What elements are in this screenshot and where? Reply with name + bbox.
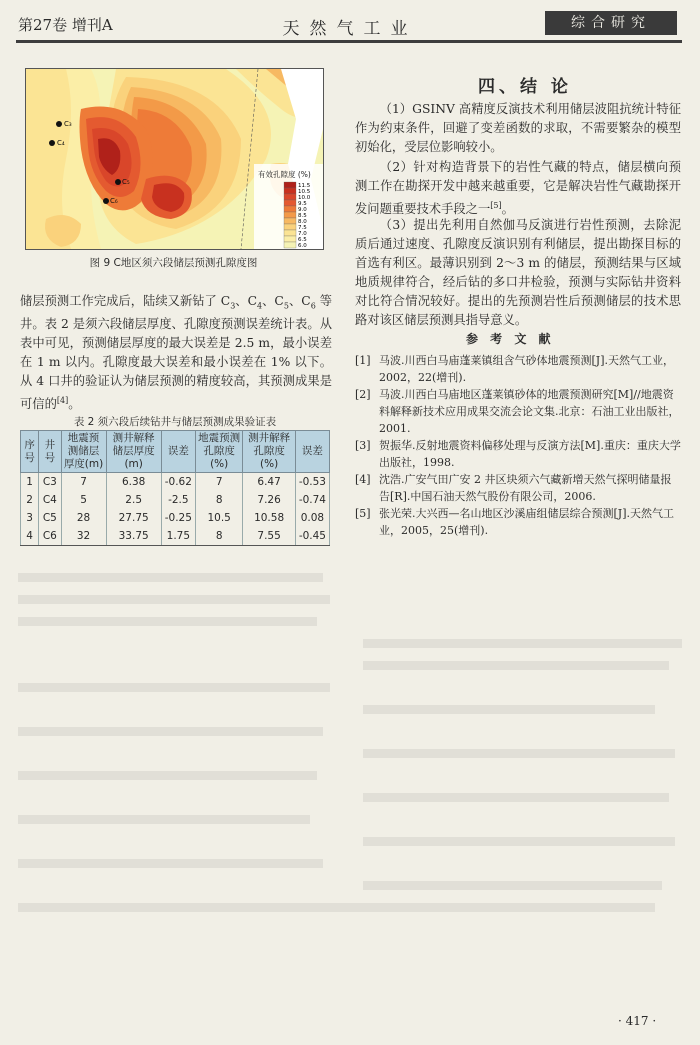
table-cell: 33.75 <box>106 527 161 546</box>
legend-swatch <box>284 188 296 194</box>
journal-title: 天然气工业 <box>282 19 418 39</box>
legend-value: 11.5 <box>298 183 311 189</box>
table-cell: 6.38 <box>106 473 161 492</box>
legend-swatch <box>284 182 296 188</box>
reference-number: [2] <box>355 388 371 401</box>
legend-value: 8.0 <box>298 219 307 225</box>
legend-swatch <box>284 236 296 242</box>
reference-number: [1] <box>355 354 371 367</box>
legend-value: 7.0 <box>298 231 307 237</box>
svg-text:C₅: C₅ <box>122 178 130 186</box>
reference-text: 马波.川西白马庙蓬莱镇组含气砂体地震预测[J].天然气工业，2002，22(增刊). <box>379 354 674 384</box>
reference-number: [4] <box>355 473 371 486</box>
journal-volume: 第27卷 增刊A <box>18 16 113 34</box>
table-row <box>21 509 330 527</box>
table-cell: 7 <box>61 473 106 492</box>
reference-list <box>355 352 681 539</box>
well-c5 <box>115 178 130 186</box>
reference-item <box>355 437 681 471</box>
table-cell: 7.26 <box>243 491 295 509</box>
legend-swatch <box>284 194 296 200</box>
bleed-through-texture <box>18 560 682 980</box>
table-body <box>21 473 330 546</box>
references-title: 参 考 文 献 <box>466 332 555 346</box>
column-header: 地震预测孔隙度(%) <box>195 431 242 473</box>
reference-text: 张光荣.大兴西—名山地区沙溪庙组储层综合预测[J].天然气工业，2005，25(增刊). <box>379 507 674 537</box>
legend-value: 7.5 <box>298 225 307 231</box>
reference-item <box>355 352 681 386</box>
reference-text: 贺振华.反射地震资料偏移处理与反演方法[M].重庆：重庆大学出版社，1998. <box>379 439 681 469</box>
svg-text:C₄: C₄ <box>57 139 65 147</box>
column-header: 序号 <box>21 431 39 473</box>
legend-value: 10.5 <box>298 189 311 195</box>
figure-caption: 图 9 C地区须六段储层预测孔隙度图 <box>89 257 258 269</box>
legend-swatch <box>284 218 296 224</box>
table-cell: 10.5 <box>195 509 242 527</box>
legend-value: 8.5 <box>298 213 307 219</box>
table-cell: 6.47 <box>243 473 295 492</box>
legend-swatch <box>284 212 296 218</box>
conclusion-point-3: （3）提出先利用自然伽马反演进行岩性预测，去除泥质后通过速度、孔隙度反演识别有利储层，提出勘探目标的首选有利区。最薄识别到 2～3 m 的储层，预测结果与区域地质规律符合，经后钻的多口井检验，预测与实际钻井资料对比符合情况较好。提出的先预测岩性后预测储层的技术思路对该区储层预测具指导意义。 <box>355 218 681 327</box>
legend-value: 10.0 <box>298 195 311 201</box>
conclusion-title: 四、结 论 <box>478 77 572 97</box>
legend-value: 9.0 <box>298 207 307 213</box>
legend-swatch <box>284 224 296 230</box>
legend-value: 9.5 <box>298 201 307 207</box>
table-row <box>21 527 330 546</box>
column-header: 误差 <box>161 431 195 473</box>
well-c4 <box>49 139 65 147</box>
legend-swatch <box>284 242 296 248</box>
legend-title: 有效孔隙度 (%) <box>258 170 311 179</box>
table-cell: 10.58 <box>243 509 295 527</box>
table-cell: 27.75 <box>106 509 161 527</box>
column-header: 测井解释储层厚度(m) <box>106 431 161 473</box>
table-cell: -0.74 <box>295 491 329 509</box>
svg-text:C₃: C₃ <box>64 120 72 128</box>
legend-swatch <box>284 230 296 236</box>
well-c6 <box>103 197 118 205</box>
table-cell: -0.62 <box>161 473 195 492</box>
table-cell: -0.53 <box>295 473 329 492</box>
table-cell: 7.55 <box>243 527 295 546</box>
section-badge: 综合研究 <box>545 11 677 35</box>
table-cell: -2.5 <box>161 491 195 509</box>
porosity-legend <box>284 182 311 249</box>
table-cell: 28 <box>61 509 106 527</box>
legend-swatch <box>284 206 296 212</box>
table-header-row <box>21 431 330 473</box>
well-c3 <box>56 120 72 128</box>
table-row <box>21 473 330 492</box>
table-header <box>21 431 330 473</box>
column-header: 误差 <box>295 431 329 473</box>
table-cell: 32 <box>61 527 106 546</box>
table-cell: 8 <box>195 491 242 509</box>
validation-table <box>20 430 330 546</box>
reference-item <box>355 386 681 437</box>
table-cell: 3 <box>21 509 39 527</box>
page-number: · 417 · <box>618 1014 657 1028</box>
legend-value: 6.5 <box>298 237 307 243</box>
legend-value: 6.0 <box>298 243 307 249</box>
column-header: 井号 <box>39 431 61 473</box>
table-row <box>21 491 330 509</box>
conclusion-point-2: （2）针对构造背景下的岩性气藏的特点，储层横向预测工作在勘探开发中越来越重要，它是解决岩性气藏勘探开发问题重要技术手段之一[5]。 <box>355 160 681 217</box>
reference-text: 马波.川西白马庙地区蓬莱镇砂体的地震预测研究[M]//地震资料解释新技术应用成果交流会论文集.北京：石油工业出版社，2001. <box>379 388 680 435</box>
table-cell: 0.08 <box>295 509 329 527</box>
table-cell: 7 <box>195 473 242 492</box>
column-header: 测井解释孔隙度(%) <box>243 431 295 473</box>
reference-text: 沈浩.广安气田广安 2 井区块须六气藏新增天然气探明储量报告[R].中国石油天然气股份有限公司，2006. <box>379 473 672 503</box>
reference-number: [5] <box>355 507 371 520</box>
table-cell: 2 <box>21 491 39 509</box>
reference-item <box>355 505 681 539</box>
table-cell: 4 <box>21 527 39 546</box>
table-caption: 表 2 须六段后续钻井与储层预测成果验证表 <box>73 416 277 428</box>
table-cell: 5 <box>61 491 106 509</box>
legend-swatch <box>284 200 296 206</box>
validation-paragraph: 储层预测工作完成后，陆续又新钻了 $C_3$、$C_4$、$C_5$、$C_6$ 等井。表 2 是须六段储层厚度、孔隙度预测误差统计表。从表中可见，预测储层厚度的最大误差是 2.5 m，最小误差在 1 m 以内。孔隙度最大误差和最小误差在 1% 以下。从 4 口井的验证认为储层预测的精度较高，其预测成果是可信的[4]。 <box>20 294 332 412</box>
header-rule <box>16 40 682 43</box>
table-cell: C6 <box>39 527 61 546</box>
column-header: 地震预测储层厚度(m) <box>61 431 106 473</box>
svg-text:C₆: C₆ <box>110 197 118 205</box>
table-cell: 1.75 <box>161 527 195 546</box>
reference-item <box>355 471 681 505</box>
table-cell: C5 <box>39 509 61 527</box>
porosity-map-figure <box>25 68 324 250</box>
table-cell: 8 <box>195 527 242 546</box>
table-cell: C3 <box>39 473 61 492</box>
table-cell: 2.5 <box>106 491 161 509</box>
table-cell: -0.45 <box>295 527 329 546</box>
conclusion-point-1: （1）GSINV 高精度反演技术利用储层波阻抗统计特征作为约束条件，回避了变差函数的求取，不需要繁杂的模型初始化，受层位影响较小。 <box>355 102 681 154</box>
table-cell: C4 <box>39 491 61 509</box>
table-cell: 1 <box>21 473 39 492</box>
reference-number: [3] <box>355 439 371 452</box>
table-cell: -0.25 <box>161 509 195 527</box>
